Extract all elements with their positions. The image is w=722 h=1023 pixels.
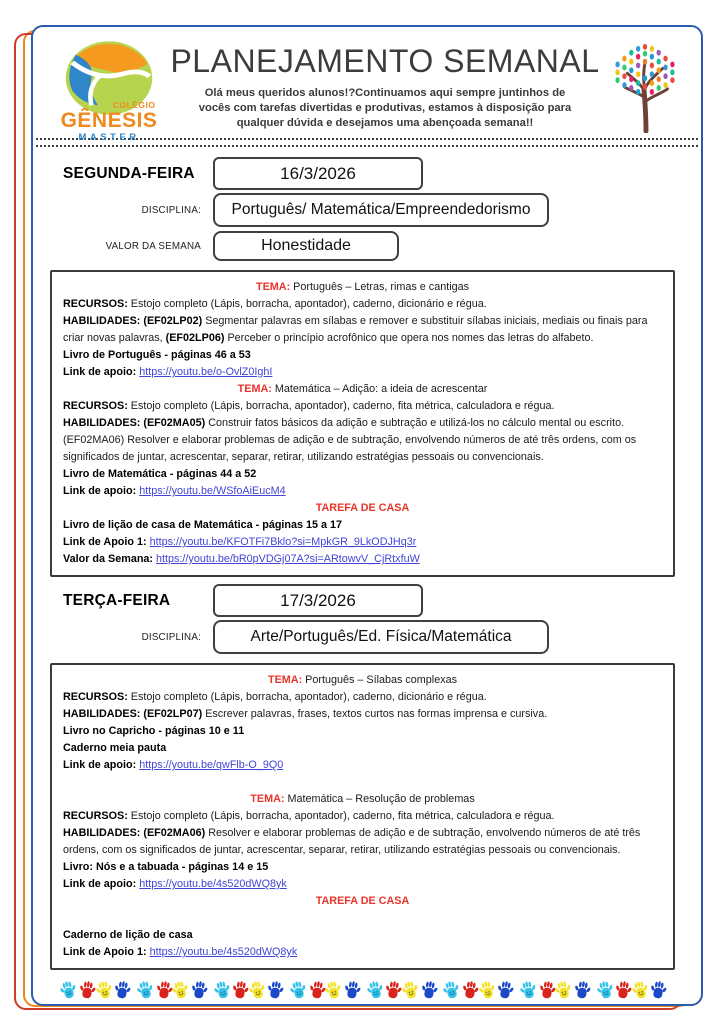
intro-text: Olá meus queridos alunos!?Continuamos aqui sempre juntinhos de vocês com tarefas divertidas e produtivas, estamos à disposição para qualquer dúvida e desejamos uma abençoada semana!! [198, 87, 572, 129]
text-segment: Livro de lição de casa de Matemática - páginas 15 a 17 [63, 519, 343, 531]
support-link[interactable]: https://youtu.be/4s520dWQ8yk [139, 878, 287, 890]
text-segment: Matemática – Adição: a ideia de acrescentar [274, 383, 488, 395]
text-segment: Português – Sílabas complexas [305, 674, 458, 686]
disciplina-field-segunda [213, 193, 549, 227]
header [33, 27, 701, 143]
text-segment: HABILIDADES: (EF02MA06) [63, 827, 209, 839]
text-segment: HABILIDADES: (EF02LP07) [63, 708, 206, 720]
text-segment: Livro de Matemática - páginas 44 a 52 [63, 468, 257, 480]
text-segment: Caderno meia pauta [63, 742, 167, 754]
text-segment: TAREFA DE CASA [315, 502, 410, 514]
content-line [63, 432, 662, 466]
support-link[interactable]: https://youtu.be/WSfoAiEucM4 [139, 485, 286, 497]
valor-value: Honestidade [261, 237, 351, 254]
content-line [63, 347, 662, 364]
content-line [63, 381, 662, 398]
tree-icon [603, 37, 689, 138]
date-field-terca [213, 584, 423, 617]
disciplina-value: Português/ Matemática/Empreendedorismo [231, 201, 531, 218]
text-segment: (EF02MA06) Resolver e elaborar problemas de adição e de subtração, envolvendo números de até três ordens, com os significados de juntar, acrescentar, separar, retirar, utilizando estratégias pessoais ou convencionais. [63, 434, 637, 463]
content-line [63, 876, 662, 893]
content-line [63, 415, 662, 432]
support-link[interactable]: https://youtu.be/qwFlb-O_9Q0 [139, 759, 284, 771]
day-name-terca: TERÇA-FEIRA [63, 591, 171, 609]
content-line [63, 296, 662, 313]
text-segment: Estojo completo (Lápis, borracha, apontador), caderno, fita métrica, calculadora e régua. [130, 810, 555, 822]
school-logo [51, 37, 167, 142]
text-segment: Escrever palavras, frases, textos curtos nas formas imprensa e cursiva. [205, 708, 548, 720]
content-line [63, 534, 662, 551]
text-segment: Valor da Semana: [63, 553, 157, 565]
support-link[interactable]: https://youtu.be/bR0pVDGj07A?si=ARtowvV_CjRtxfuW [156, 553, 420, 565]
content-box-terca [50, 663, 675, 970]
content-line [63, 313, 662, 347]
disciplina-label: DISCIPLINA: [141, 204, 201, 216]
logo-genesis-text: GÊNESIS [60, 108, 158, 132]
content-line [63, 791, 662, 808]
valor-row-segunda [33, 231, 701, 261]
disciplina-value: Arte/Português/Ed. Física/Matemática [250, 628, 512, 645]
content-line [63, 740, 662, 757]
text-segment: TEMA: [255, 281, 294, 293]
text-segment: Construir fatos básicos da adição e subtração e utilizá-los no cálculo mental ou escrito. [208, 417, 625, 429]
text-segment: RECURSOS: [63, 810, 131, 822]
date-field-segunda [213, 157, 423, 190]
content-line [63, 757, 662, 774]
text-segment: Caderno de lição de casa [63, 929, 193, 941]
date-value: 16/3/2026 [280, 163, 356, 183]
text-segment: Português – Letras, rimas e cantigas [293, 281, 470, 293]
page-title: PLANEJAMENTO SEMANAL [170, 43, 600, 79]
content-line [63, 859, 662, 876]
content-line [63, 723, 662, 740]
disciplina-field-terca [213, 620, 549, 654]
handprints-border [33, 980, 701, 1006]
handprint-icon [495, 979, 515, 1007]
content-line [63, 825, 662, 859]
text-segment: Link de apoio: [63, 878, 140, 890]
handprint-icon [112, 979, 132, 1007]
handprint-icon [419, 979, 439, 1007]
content-line [63, 944, 662, 961]
content-line [63, 517, 662, 534]
content-line [63, 689, 662, 706]
handprint-icon [342, 979, 362, 1007]
content-line [63, 398, 662, 415]
text-segment: RECURSOS: [63, 691, 131, 703]
text-segment: (EF02LP06) [165, 332, 228, 344]
handprint-icon [572, 979, 592, 1007]
text-segment: Link de apoio: [63, 759, 140, 771]
support-link[interactable]: https://youtu.be/4s520dWQ8yk [149, 946, 298, 958]
weekly-plan-page [31, 25, 703, 1006]
support-link[interactable]: https://youtu.be/KFOTFi7Bklo?si=MpkGR_9LkODJHq3r [149, 536, 417, 548]
content-line [63, 927, 662, 944]
text-segment: TAREFA DE CASA [315, 895, 410, 907]
content-line [63, 774, 662, 791]
header-center [167, 37, 603, 131]
text-segment: Link de apoio: [63, 366, 140, 378]
content-line [63, 500, 662, 517]
day-name-segunda: SEGUNDA-FEIRA [63, 164, 195, 182]
text-segment: Estojo completo (Lápis, borracha, apontador), caderno, fita métrica, calculadora e régua. [130, 400, 555, 412]
logo-text [61, 101, 158, 142]
text-segment: Livro: Nós e a tabuada - páginas 14 e 15 [63, 861, 269, 873]
text-segment: RECURSOS: [63, 400, 131, 412]
date-value: 17/3/2026 [280, 590, 356, 610]
text-segment: Livro de Português - páginas 46 a 53 [63, 349, 251, 361]
day-section-segunda-header [33, 157, 701, 190]
valor-field-segunda [213, 231, 399, 261]
content-line [63, 551, 662, 568]
disciplina-row-segunda [33, 193, 701, 227]
text-segment: TEMA: [250, 793, 288, 805]
text-segment: HABILIDADES: (EF02LP02) [63, 315, 206, 327]
handprint-icon [265, 979, 285, 1007]
disciplina-row-terca [33, 620, 701, 654]
text-segment: RECURSOS: [63, 298, 131, 310]
handprint-icon [648, 979, 668, 1007]
text-segment: Matemática – Resolução de problemas [287, 793, 475, 805]
content-box-segunda [50, 270, 675, 577]
text-segment: Link de Apoio 1: [63, 536, 150, 548]
support-link[interactable]: https://youtu.be/o-OvlZ0IghI [139, 366, 273, 378]
text-segment: TEMA: [267, 674, 306, 686]
text-segment: Segmentar palavras em sílabas e remover e substituir sílabas iniciais, mediais ou finais para criar novas palavras, [63, 315, 648, 344]
text-segment: Estojo completo (Lápis, borracha, apontador), caderno, dicionário e régua. [130, 691, 487, 703]
content-line [63, 910, 662, 927]
valor-da-semana-label: VALOR DA SEMANA [105, 240, 201, 252]
text-segment: Resolver e elaborar problemas de adição e de subtração, envolvendo números de até três ordens, com os significados de juntar, acrescentar, separar, retirar, utilizando estratégias pessoais ou convencionais. [63, 827, 641, 856]
text-segment: HABILIDADES: (EF02MA05) [63, 417, 209, 429]
content-line [63, 706, 662, 723]
content-line [63, 483, 662, 500]
content-line [63, 672, 662, 689]
content-line [63, 466, 662, 483]
day-section-terca-header [33, 584, 701, 617]
logo-colegio-text: COLÉGIO [112, 100, 156, 110]
content-line [63, 808, 662, 825]
content-line [63, 279, 662, 296]
logo-master-text: MASTER [78, 131, 140, 143]
text-segment: Estojo completo (Lápis, borracha, apontador), caderno, dicionário e régua. [130, 298, 487, 310]
text-segment: TEMA: [237, 383, 275, 395]
disciplina-label: DISCIPLINA: [141, 631, 201, 643]
content-line [63, 364, 662, 381]
text-segment: Livro no Capricho - páginas 10 e 11 [63, 725, 245, 737]
text-segment: Perceber o princípio acrofônico que opera nos nomes das letras do alfabeto. [227, 332, 594, 344]
content-line [63, 893, 662, 910]
handprint-icon [189, 979, 209, 1007]
text-segment: Link de Apoio 1: [63, 946, 150, 958]
text-segment: Link de apoio: [63, 485, 140, 497]
